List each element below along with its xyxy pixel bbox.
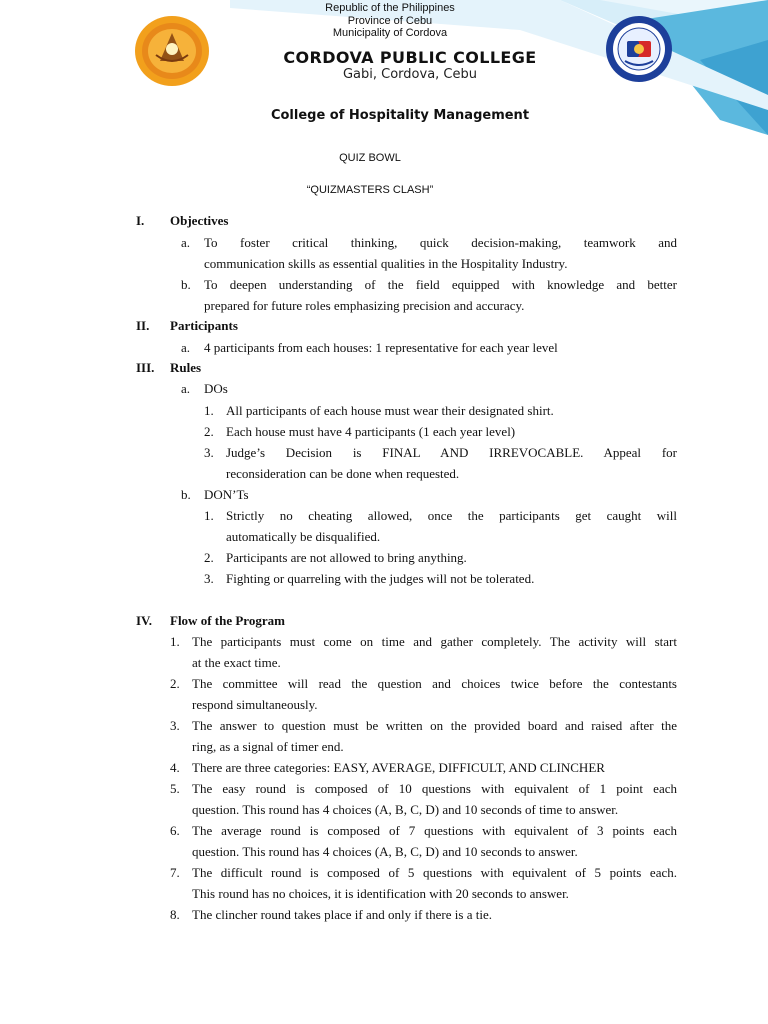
section-title-flow: Flow of the Program [170,613,285,628]
section-number: III. [136,360,155,375]
item-label: a. [181,340,191,355]
item-number: 2. [204,424,214,439]
item-number: 3. [170,718,180,733]
item-number: 1. [204,403,214,418]
flow-item-6-line-1: The average round is composed of 7 questions with equivalent of 3 points each [192,823,677,838]
item-number: 2. [170,676,180,691]
flow-item-6-line-2: question. This round has 4 choices (A, B, C, D) and 10 seconds to answer. [192,844,578,859]
flow-item-3-line-2: ring, as a signal of timer end. [192,739,344,754]
objective-a-line-1: To foster critical thinking, quick decision-making, teamwork and [204,235,677,250]
college-address: Gabi, Cordova, Cebu [342,67,477,82]
flow-item-3-line-1: The answer to question must be written on the provided board and raised after the [192,718,677,733]
item-label: b. [181,277,191,292]
donts-item-1-line-1: Strictly no cheating allowed, once the participants get caught will [226,508,677,523]
section-title-rules: Rules [170,360,202,375]
section-title-participants: Participants [170,318,238,333]
dos-item-3-line-2: reconsideration can be done when requested. [226,466,460,481]
item-number: 4. [170,760,180,775]
flow-item-5-line-1: The easy round is composed of 10 questions with equivalent of 1 point each [192,781,677,796]
department-title: College of Hospitality Management [270,108,530,123]
dos-title: DOs [204,381,228,396]
item-label: a. [181,381,191,396]
dos-item-2: Each house must have 4 participants (1 each year level) [226,424,516,439]
item-label: a. [181,235,191,250]
item-number: 1. [204,508,214,523]
municipality-text: Municipality of Cordova [332,27,448,39]
donts-item-1-line-2: automatically be disqualified. [226,529,381,544]
item-number: 1. [170,634,180,649]
donts-title: DON’Ts [204,487,249,502]
flow-item-1-line-1: The participants must come on time and gather completely. The activity will start [192,634,677,649]
section-number: IV. [136,613,153,628]
objective-a-line-2: communication skills as essential qualities in the Hospitality Industry. [204,256,568,271]
dos-item-1: All participants of each house must wear their designated shirt. [226,403,554,418]
item-number: 7. [170,865,180,880]
event-type: QUIZ BOWL [339,152,401,164]
donts-item-2: Participants are not allowed to bring anything. [226,550,467,565]
objective-b-line-2: prepared for future roles emphasizing precision and accuracy. [204,298,525,313]
item-number: 3. [204,571,214,586]
section-number: II. [136,318,150,333]
participants-a-line-1: 4 participants from each houses: 1 representative for each year level [204,340,558,355]
flow-item-2-line-2: respond simultaneously. [192,697,318,712]
item-number: 2. [204,550,214,565]
college-name: CORDOVA PUBLIC COLLEGE [283,48,537,67]
flow-item-4: There are three categories: EASY, AVERAGE, DIFFICULT, AND CLINCHER [192,760,605,775]
flow-item-1-line-2: at the exact time. [192,655,281,670]
item-label: b. [181,487,191,502]
donts-item-3: Fighting or quarreling with the judges will not be tolerated. [226,571,535,586]
dos-item-3-line-1: Judge’s Decision is FINAL AND IRREVOCABLE. Appeal for [226,445,677,460]
flow-item-7-line-1: The difficult round is composed of 5 questions with equivalent of 5 points each. [192,865,677,880]
item-number: 5. [170,781,180,796]
item-number: 6. [170,823,180,838]
section-title-objectives: Objectives [170,213,229,228]
flow-item-7-line-2: This round has no choices, it is identification with 20 seconds to answer. [192,886,569,901]
municipal-seal-logo [134,15,210,87]
section-number: I. [136,213,145,228]
objective-b-line-1: To deepen understanding of the field equipped with knowledge and better [204,277,677,292]
item-number: 8. [170,907,180,922]
flow-item-5-line-2: question. This round has 4 choices (A, B, C, D) and 10 seconds of time to answer. [192,802,619,817]
flow-item-2-line-1: The committee will read the question and choices twice before the contestants [192,676,677,691]
province-text: Province of Cebu [347,14,433,27]
header-government-lines [250,2,530,40]
republic-text: Republic of the Philippines [325,2,455,14]
item-number: 3. [204,445,214,460]
flow-item-8: The clincher round takes place if and only if there is a tie. [192,907,492,922]
event-name: “QUIZMASTERS CLASH” [306,184,434,196]
